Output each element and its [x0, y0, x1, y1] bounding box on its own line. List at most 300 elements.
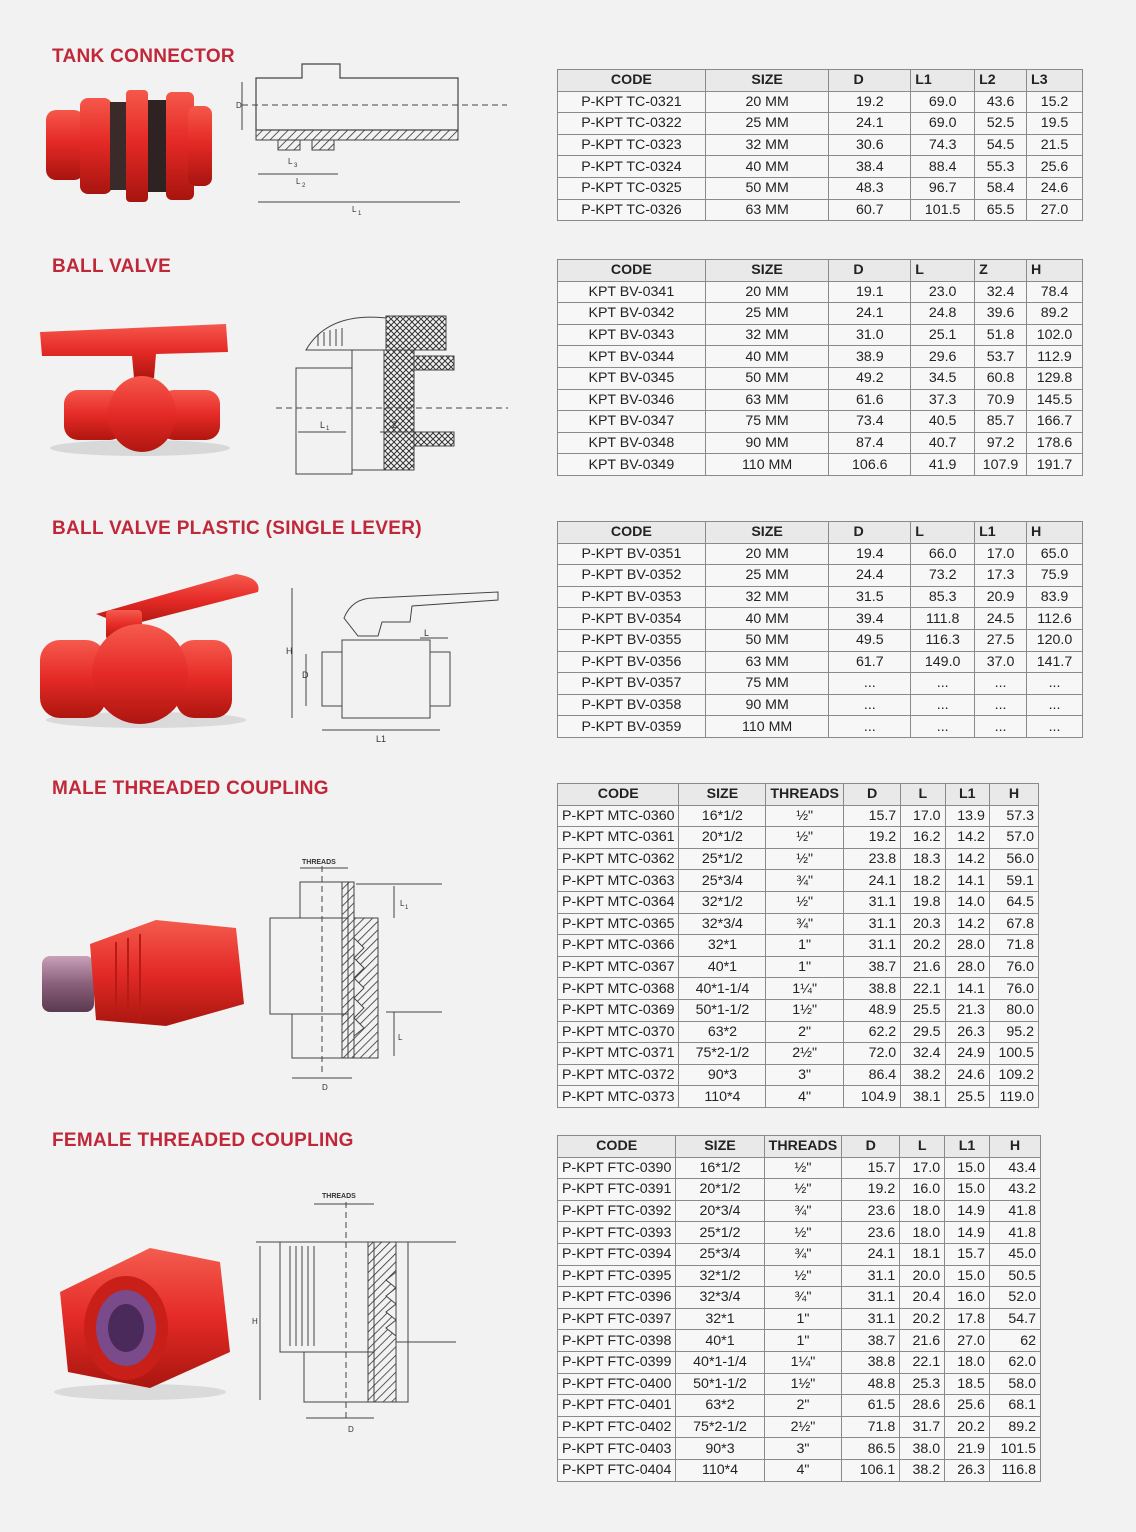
table-cell: 95.2 — [989, 1021, 1038, 1043]
table-cell: 14.1 — [945, 978, 989, 1000]
table-cell: 16.2 — [901, 827, 945, 849]
table-row — [558, 1179, 1041, 1201]
table-cell: 63*2 — [679, 1021, 766, 1043]
table-cell: P-KPT TC-0324 — [558, 156, 706, 178]
table-cell: P-KPT MTC-0360 — [558, 805, 679, 827]
table-row — [558, 1438, 1041, 1460]
table-cell: ... — [1027, 716, 1083, 738]
table-cell: ... — [975, 673, 1027, 695]
table-cell: 48.9 — [843, 999, 900, 1021]
table-cell: 29.6 — [911, 346, 975, 368]
table-cell: 50 MM — [705, 177, 829, 199]
section-title-male-threaded-coupling: MALE THREADED COUPLING — [52, 778, 329, 799]
table-cell: 54.7 — [989, 1308, 1040, 1330]
table-cell: 15.7 — [842, 1157, 900, 1179]
column-header: L — [901, 784, 945, 806]
table-cell: P-KPT TC-0325 — [558, 177, 706, 199]
table-cell: 96.7 — [911, 177, 975, 199]
table-cell: 53.7 — [975, 346, 1027, 368]
ball-valve-l-label: L — [320, 420, 326, 430]
table-cell: P-KPT TC-0322 — [558, 113, 706, 135]
table-row — [558, 913, 1039, 935]
table-row — [558, 303, 1083, 325]
table-row — [558, 199, 1083, 221]
table-cell: 4" — [764, 1459, 842, 1481]
table-cell: 14.9 — [945, 1222, 990, 1244]
table-cell: 18.1 — [900, 1243, 945, 1265]
table-row — [558, 999, 1039, 1021]
female-d-label: D — [348, 1425, 354, 1434]
table-cell: 31.1 — [843, 891, 900, 913]
table-cell: 32 MM — [705, 134, 829, 156]
table-cell: 89.2 — [989, 1416, 1040, 1438]
table-cell: 18.3 — [901, 848, 945, 870]
column-header: D — [829, 522, 911, 544]
table-cell: 24.5 — [975, 608, 1027, 630]
table-cell: ¾" — [764, 1287, 842, 1309]
table-cell: 24.1 — [842, 1243, 900, 1265]
table-cell: 21.9 — [945, 1438, 990, 1460]
table-cell: 14.1 — [945, 870, 989, 892]
table-cell: ½" — [766, 827, 844, 849]
male-threaded-coupling-photo — [36, 908, 256, 1048]
table-cell: 14.2 — [945, 848, 989, 870]
table-cell: 85.7 — [975, 411, 1027, 433]
table-row — [558, 586, 1083, 608]
table-cell: 73.4 — [829, 411, 911, 433]
column-header: CODE — [558, 784, 679, 806]
table-cell: 102.0 — [1027, 324, 1083, 346]
table-cell: 101.5 — [989, 1438, 1040, 1460]
column-header: L3 — [1027, 70, 1083, 92]
table-cell: KPT BV-0347 — [558, 411, 706, 433]
table-cell: 3" — [766, 1064, 844, 1086]
table-cell: P-KPT MTC-0367 — [558, 956, 679, 978]
table-cell: ... — [829, 716, 911, 738]
table-row — [558, 543, 1083, 565]
table-cell: P-KPT FTC-0399 — [558, 1351, 676, 1373]
column-header: SIZE — [705, 260, 829, 282]
column-header: H — [989, 1136, 1040, 1158]
table-cell: 62.0 — [989, 1351, 1040, 1373]
table-cell: 75 MM — [705, 411, 829, 433]
table-cell: 166.7 — [1027, 411, 1083, 433]
table-cell: 106.1 — [842, 1459, 900, 1481]
table-row — [558, 716, 1083, 738]
table-cell: 40.7 — [911, 432, 975, 454]
table-row — [558, 1373, 1041, 1395]
table-cell: 50 MM — [705, 629, 829, 651]
table-cell: 31.1 — [843, 913, 900, 935]
column-header: Z — [975, 260, 1027, 282]
table-cell: 40 MM — [705, 608, 829, 630]
table-cell: 119.0 — [989, 1086, 1038, 1108]
table-cell: 31.7 — [900, 1416, 945, 1438]
table-cell: 112.6 — [1027, 608, 1083, 630]
table-cell: 25*3/4 — [679, 870, 766, 892]
section-title-tank-connector: TANK CONNECTOR — [52, 46, 235, 67]
ball-valve-z-label: Z — [392, 420, 398, 430]
table-cell: 20.2 — [945, 1416, 990, 1438]
table-cell: 80.0 — [989, 999, 1038, 1021]
table-cell: P-KPT FTC-0396 — [558, 1287, 676, 1309]
ball-valve-diagram — [268, 304, 518, 484]
table-cell: 24.1 — [843, 870, 900, 892]
table-cell: 32*1 — [676, 1308, 764, 1330]
column-header: SIZE — [676, 1136, 764, 1158]
table-cell: 38.7 — [842, 1330, 900, 1352]
column-header: H — [1027, 260, 1083, 282]
table-row — [558, 1043, 1039, 1065]
table-cell: KPT BV-0343 — [558, 324, 706, 346]
table-row — [558, 324, 1083, 346]
table-row — [558, 1200, 1041, 1222]
table-cell: 48.8 — [842, 1373, 900, 1395]
table-cell: 20*1/2 — [676, 1179, 764, 1201]
table-cell: 25.5 — [901, 999, 945, 1021]
table-cell: 20.2 — [901, 935, 945, 957]
table-cell: P-KPT MTC-0371 — [558, 1043, 679, 1065]
tank-d-label: D — [236, 101, 242, 110]
table-cell: 40.5 — [911, 411, 975, 433]
ball-valve-plastic-diagram — [282, 578, 522, 748]
table-cell: 2½" — [766, 1043, 844, 1065]
table-cell: 20.4 — [900, 1287, 945, 1309]
table-cell: 50.5 — [989, 1265, 1040, 1287]
table-cell: 19.2 — [829, 91, 911, 113]
table-cell: 106.6 — [829, 454, 911, 476]
ball-valve-l-sub: 1 — [326, 426, 330, 432]
table-row — [558, 673, 1083, 695]
table-cell: 2" — [764, 1395, 842, 1417]
table-cell: P-KPT BV-0352 — [558, 565, 706, 587]
table-cell: 90 MM — [705, 432, 829, 454]
table-row — [558, 389, 1083, 411]
table-cell: 61.7 — [829, 651, 911, 673]
table-cell: 22.1 — [901, 978, 945, 1000]
table-cell: 129.8 — [1027, 367, 1083, 389]
table-cell: ½" — [766, 805, 844, 827]
table-cell: 20.0 — [900, 1265, 945, 1287]
plastic-d-label: D — [302, 670, 309, 680]
table-cell: 23.0 — [911, 281, 975, 303]
table-cell: 20.3 — [901, 913, 945, 935]
table-row — [558, 956, 1039, 978]
table-row — [558, 827, 1039, 849]
table-cell: P-KPT BV-0357 — [558, 673, 706, 695]
tank-l2-sub: 2 — [302, 183, 306, 189]
table-cell: 24.4 — [829, 565, 911, 587]
table-cell: 61.6 — [829, 389, 911, 411]
table-cell: 16.0 — [900, 1179, 945, 1201]
column-header: CODE — [558, 1136, 676, 1158]
table-row — [558, 1395, 1041, 1417]
table-header-row — [558, 260, 1083, 282]
table-row — [558, 651, 1083, 673]
table-cell: 28.0 — [945, 956, 989, 978]
table-cell: 41.8 — [989, 1200, 1040, 1222]
tank-connector-diagram — [232, 50, 522, 220]
table-cell: P-KPT BV-0358 — [558, 694, 706, 716]
table-cell: 88.4 — [911, 156, 975, 178]
table-cell: P-KPT FTC-0403 — [558, 1438, 676, 1460]
table-row — [558, 113, 1083, 135]
tank-connector-photo — [40, 80, 220, 220]
table-cell: 21.6 — [901, 956, 945, 978]
table-cell: 90 MM — [705, 694, 829, 716]
table-cell: KPT BV-0345 — [558, 367, 706, 389]
table-cell: 1¼" — [766, 978, 844, 1000]
table-cell: 87.4 — [829, 432, 911, 454]
table-cell: 50*1-1/2 — [676, 1373, 764, 1395]
table-cell: 60.7 — [829, 199, 911, 221]
table-cell: 60.8 — [975, 367, 1027, 389]
table-cell: 63 MM — [705, 389, 829, 411]
table-cell: P-KPT BV-0359 — [558, 716, 706, 738]
male-l1-sub: 1 — [405, 905, 409, 911]
ball-valve-table — [557, 259, 1083, 476]
table-cell: 25*1/2 — [676, 1222, 764, 1244]
table-cell: 72.0 — [843, 1043, 900, 1065]
table-cell: 110 MM — [705, 454, 829, 476]
table-cell: 50*1-1/2 — [679, 999, 766, 1021]
table-cell: 58.4 — [975, 177, 1027, 199]
table-cell: 25*3/4 — [676, 1243, 764, 1265]
table-cell: 17.8 — [945, 1308, 990, 1330]
table-cell: ... — [829, 673, 911, 695]
ball-valve-plastic-table — [557, 521, 1083, 738]
table-header-row — [558, 70, 1083, 92]
male-l-label: L — [398, 1033, 403, 1042]
tank-l1-label: L — [352, 205, 357, 214]
table-cell: 19.2 — [843, 827, 900, 849]
column-header: D — [842, 1136, 900, 1158]
table-cell: 38.2 — [900, 1459, 945, 1481]
table-cell: 19.2 — [842, 1179, 900, 1201]
table-cell: KPT BV-0344 — [558, 346, 706, 368]
table-cell: 116.3 — [911, 629, 975, 651]
table-cell: 32.4 — [901, 1043, 945, 1065]
table-row — [558, 91, 1083, 113]
female-h-label: H — [252, 1317, 258, 1326]
table-cell: 1½" — [766, 999, 844, 1021]
table-cell: 25.5 — [945, 1086, 989, 1108]
table-cell: 43.4 — [989, 1157, 1040, 1179]
table-cell: P-KPT MTC-0369 — [558, 999, 679, 1021]
table-cell: 25.1 — [911, 324, 975, 346]
table-cell: 13.9 — [945, 805, 989, 827]
table-cell: 65.0 — [1027, 543, 1083, 565]
table-header-row — [558, 522, 1083, 544]
table-cell: KPT BV-0341 — [558, 281, 706, 303]
table-cell: 69.0 — [911, 91, 975, 113]
table-cell: 145.5 — [1027, 389, 1083, 411]
table-cell: 83.9 — [1027, 586, 1083, 608]
table-row — [558, 367, 1083, 389]
table-cell: ... — [829, 694, 911, 716]
table-cell: 57.0 — [989, 827, 1038, 849]
table-cell: 37.0 — [975, 651, 1027, 673]
tank-l2-label: L — [296, 177, 301, 186]
table-cell: 86.5 — [842, 1438, 900, 1460]
table-cell: ½" — [764, 1265, 842, 1287]
table-cell: P-KPT BV-0351 — [558, 543, 706, 565]
table-cell: 51.8 — [975, 324, 1027, 346]
table-cell: 104.9 — [843, 1086, 900, 1108]
table-cell: 149.0 — [911, 651, 975, 673]
table-cell: 54.5 — [975, 134, 1027, 156]
table-cell: ... — [911, 694, 975, 716]
table-cell: 22.1 — [900, 1351, 945, 1373]
female-threaded-coupling-table — [557, 1135, 1041, 1482]
table-cell: 41.8 — [989, 1222, 1040, 1244]
table-cell: P-KPT FTC-0400 — [558, 1373, 676, 1395]
table-cell: 52.5 — [975, 113, 1027, 135]
table-row — [558, 565, 1083, 587]
table-cell: 24.6 — [945, 1064, 989, 1086]
table-cell: 38.0 — [900, 1438, 945, 1460]
table-cell: 32 MM — [705, 586, 829, 608]
table-cell: 38.1 — [901, 1086, 945, 1108]
table-cell: P-KPT MTC-0362 — [558, 848, 679, 870]
table-cell: 38.8 — [843, 978, 900, 1000]
table-cell: 40*1 — [679, 956, 766, 978]
table-row — [558, 629, 1083, 651]
column-header: CODE — [558, 260, 706, 282]
table-cell: 16*1/2 — [679, 805, 766, 827]
table-cell: 15.0 — [945, 1179, 990, 1201]
table-cell: 85.3 — [911, 586, 975, 608]
table-row — [558, 281, 1083, 303]
table-cell: 32.4 — [975, 281, 1027, 303]
table-cell: 18.5 — [945, 1373, 990, 1395]
table-cell: 120.0 — [1027, 629, 1083, 651]
table-cell: 14.2 — [945, 827, 989, 849]
table-cell: 23.6 — [842, 1200, 900, 1222]
table-cell: 38.8 — [842, 1351, 900, 1373]
table-cell: 25 MM — [705, 565, 829, 587]
table-cell: P-KPT TC-0326 — [558, 199, 706, 221]
male-threaded-coupling-table — [557, 783, 1039, 1108]
table-cell: P-KPT MTC-0373 — [558, 1086, 679, 1108]
table-row — [558, 1416, 1041, 1438]
table-cell: P-KPT FTC-0398 — [558, 1330, 676, 1352]
table-cell: 45.0 — [989, 1243, 1040, 1265]
column-header: L1 — [945, 784, 989, 806]
table-cell: P-KPT FTC-0404 — [558, 1459, 676, 1481]
table-cell: 100.5 — [989, 1043, 1038, 1065]
table-cell: 73.2 — [911, 565, 975, 587]
table-cell: 28.0 — [945, 935, 989, 957]
table-cell: 30.6 — [829, 134, 911, 156]
table-cell: 19.5 — [1027, 113, 1083, 135]
ball-valve-photo — [36, 318, 244, 458]
table-cell: 32*3/4 — [679, 913, 766, 935]
table-cell: 52.0 — [989, 1287, 1040, 1309]
table-cell: 20.9 — [975, 586, 1027, 608]
table-cell: P-KPT FTC-0390 — [558, 1157, 676, 1179]
column-header: D — [829, 70, 911, 92]
table-cell: 20 MM — [705, 543, 829, 565]
table-cell: 1¼" — [764, 1351, 842, 1373]
column-header: L2 — [975, 70, 1027, 92]
table-cell: P-KPT MTC-0370 — [558, 1021, 679, 1043]
table-cell: P-KPT MTC-0365 — [558, 913, 679, 935]
table-cell: 17.0 — [975, 543, 1027, 565]
table-cell: P-KPT TC-0323 — [558, 134, 706, 156]
table-cell: 74.3 — [911, 134, 975, 156]
table-cell: P-KPT MTC-0364 — [558, 891, 679, 913]
column-header: L1 — [911, 70, 975, 92]
table-cell: 1" — [764, 1330, 842, 1352]
table-cell: 31.0 — [829, 324, 911, 346]
table-cell: 191.7 — [1027, 454, 1083, 476]
table-cell: 48.3 — [829, 177, 911, 199]
table-cell: 86.4 — [843, 1064, 900, 1086]
table-cell: P-KPT TC-0321 — [558, 91, 706, 113]
table-cell: 17.3 — [975, 565, 1027, 587]
table-cell: P-KPT BV-0354 — [558, 608, 706, 630]
table-cell: 50 MM — [705, 367, 829, 389]
table-cell: KPT BV-0348 — [558, 432, 706, 454]
table-cell: 71.8 — [842, 1416, 900, 1438]
table-row — [558, 134, 1083, 156]
table-cell: 112.9 — [1027, 346, 1083, 368]
table-cell: P-KPT MTC-0363 — [558, 870, 679, 892]
table-header-row — [558, 1136, 1041, 1158]
section-title-ball-valve: BALL VALVE — [52, 256, 172, 277]
table-cell: 62 — [989, 1330, 1040, 1352]
column-header: D — [843, 784, 900, 806]
column-header: SIZE — [705, 70, 829, 92]
table-cell: ½" — [764, 1179, 842, 1201]
table-cell: 14.0 — [945, 891, 989, 913]
table-cell: 38.7 — [843, 956, 900, 978]
table-cell: 4" — [766, 1086, 844, 1108]
table-cell: P-KPT FTC-0397 — [558, 1308, 676, 1330]
table-cell: 65.5 — [975, 199, 1027, 221]
plastic-h-label: H — [286, 646, 293, 656]
table-cell: 32*1/2 — [676, 1265, 764, 1287]
table-cell: 18.0 — [945, 1351, 990, 1373]
table-cell: 21.3 — [945, 999, 989, 1021]
table-cell: ½" — [764, 1222, 842, 1244]
table-cell: 69.0 — [911, 113, 975, 135]
table-cell: 28.6 — [900, 1395, 945, 1417]
column-header: CODE — [558, 522, 706, 544]
table-cell: 20*1/2 — [679, 827, 766, 849]
table-header-row — [558, 784, 1039, 806]
table-cell: 24.1 — [829, 113, 911, 135]
table-cell: 15.0 — [945, 1157, 990, 1179]
table-cell: ... — [911, 716, 975, 738]
table-cell: 38.4 — [829, 156, 911, 178]
table-cell: 62.2 — [843, 1021, 900, 1043]
table-cell: 38.2 — [901, 1064, 945, 1086]
table-cell: 55.3 — [975, 156, 1027, 178]
table-cell: 32 MM — [705, 324, 829, 346]
table-cell: 41.9 — [911, 454, 975, 476]
table-cell: 32*1 — [679, 935, 766, 957]
table-cell: P-KPT BV-0356 — [558, 651, 706, 673]
table-row — [558, 1064, 1039, 1086]
table-cell: 110 MM — [705, 716, 829, 738]
column-header: THREADS — [764, 1136, 842, 1158]
table-cell: P-KPT FTC-0394 — [558, 1243, 676, 1265]
table-cell: 1" — [764, 1308, 842, 1330]
table-cell: P-KPT FTC-0392 — [558, 1200, 676, 1222]
table-row — [558, 935, 1039, 957]
